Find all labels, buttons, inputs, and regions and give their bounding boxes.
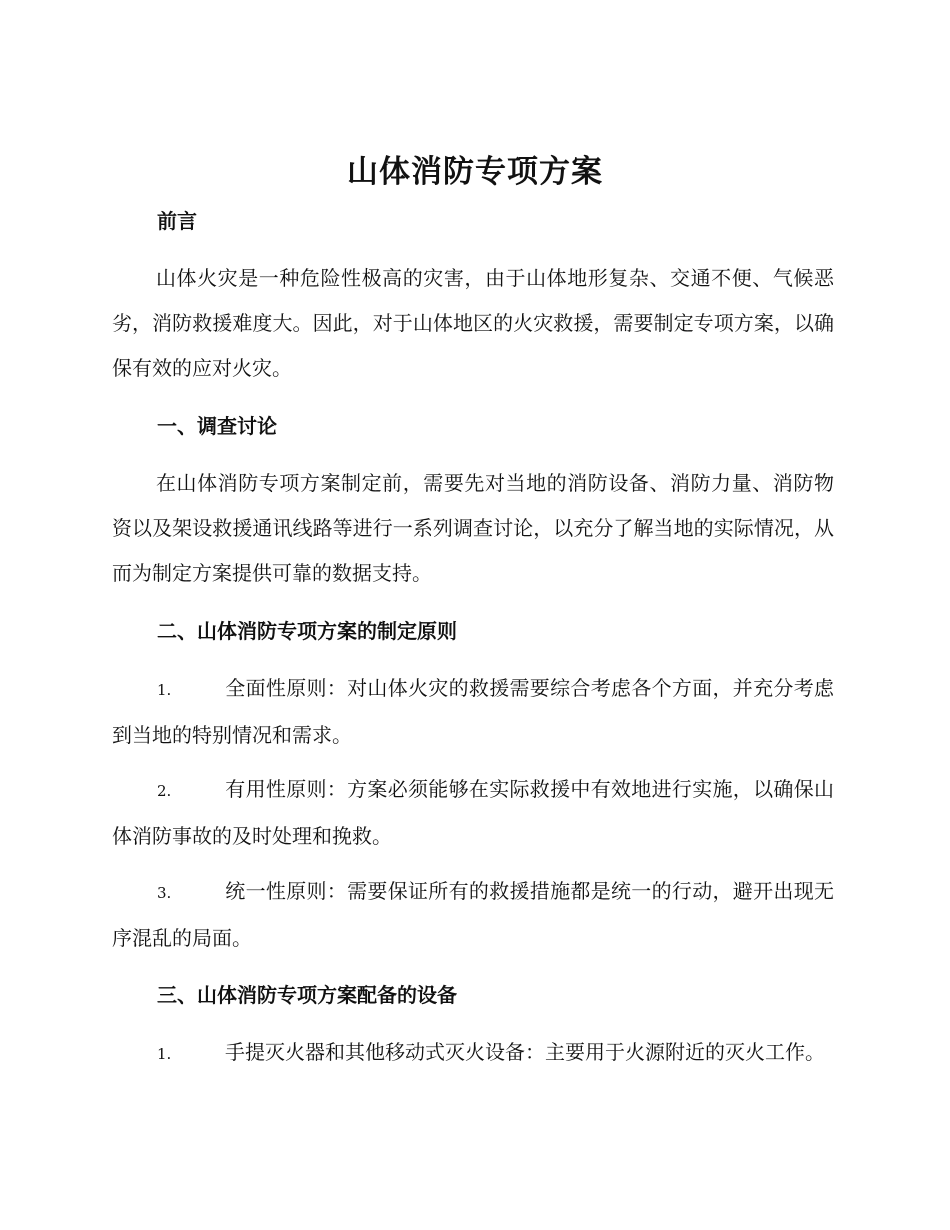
list-item-text: 全面性原则：对山体火灾的救援需要综合考虑各个方面，并充分考虑到当地的特别情况和需求。 xyxy=(112,676,834,747)
preface-heading: 前言 xyxy=(157,209,197,233)
section-2-list-item xyxy=(112,767,834,859)
section-2-list-item xyxy=(112,666,834,758)
document-title: 山体消防专项方案 xyxy=(347,154,603,190)
section-3-list-item xyxy=(112,1030,834,1077)
list-item-text: 手提灭火器和其他移动式灭火设备：主要用于火源附近的灭火工作。 xyxy=(225,1040,825,1064)
list-number: 3. xyxy=(157,884,172,902)
preface-paragraph: 山体火灾是一种危险性极高的灾害，由于山体地形复杂、交通不便、气候恶劣，消防救援难度大。因此，对于山体地区的火灾救援，需要制定专项方案，以确保有效的应对火灾。 xyxy=(112,266,834,380)
section-1-heading: 一、调查讨论 xyxy=(157,414,277,438)
section-2-list-item xyxy=(112,869,834,961)
list-item-text: 有用性原则：方案必须能够在实际救援中有效地进行实施，以确保山体消防事故的及时处理和挽救。 xyxy=(112,777,834,848)
list-number: 1. xyxy=(157,1045,172,1063)
list-number: 2. xyxy=(157,782,172,800)
section-1-paragraph: 在山体消防专项方案制定前，需要先对当地的消防设备、消防力量、消防物资以及架设救援通讯线路等进行一系列调查讨论，以充分了解当地的实际情况，从而为制定方案提供可靠的数据支持。 xyxy=(112,471,834,585)
list-number: 1. xyxy=(157,681,172,699)
section-3-heading: 三、山体消防专项方案配备的设备 xyxy=(157,983,457,1007)
section-2-heading: 二、山体消防专项方案的制定原则 xyxy=(157,619,457,643)
list-item-text: 统一性原则：需要保证所有的救援措施都是统一的行动，避开出现无序混乱的局面。 xyxy=(112,879,834,950)
